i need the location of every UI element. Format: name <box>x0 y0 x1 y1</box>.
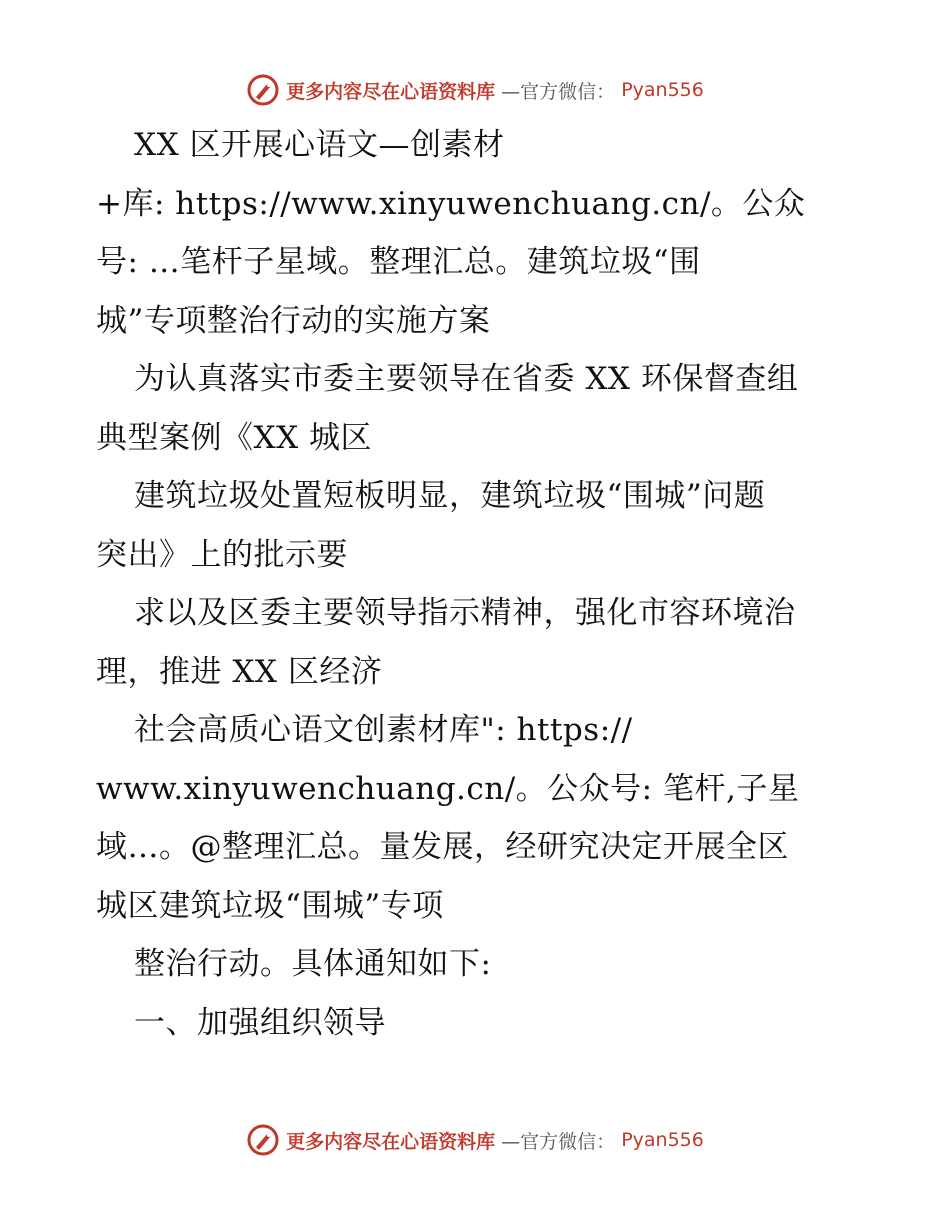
banner-wechat-id: Pyan556 <box>621 79 704 101</box>
doc-line: 建筑垃圾处置短板明显，建筑垃圾“围城”问题 <box>134 478 766 514</box>
doc-line: 城”专项整治行动的实施方案 <box>96 302 491 339</box>
doc-line: 城区建筑垃圾“围城”专项 <box>96 887 444 924</box>
banner-wechat-label: —官方微信： <box>501 1130 616 1153</box>
doc-line: www.xinyuwenchuang.cn/。公众号: 笔杆,子星 <box>96 770 800 807</box>
banner-wechat-label: —官方微信： <box>501 80 616 103</box>
doc-line: 号: …笔杆子星域。整理汇总。建筑垃圾“围 <box>96 244 701 280</box>
doc-line: 为认真落实市委主要领导在省委 XX 环保督查组 <box>134 361 799 397</box>
doc-line: 典型案例《XX 城区 <box>96 419 372 456</box>
doc-line: XX 区开展心语文—创素材 <box>134 127 505 163</box>
banner-wechat-id: Pyan556 <box>621 1129 704 1151</box>
doc-line: 社会高质心语文创素材库": https:// <box>134 712 633 748</box>
doc-line: 一、加强组织领导 <box>134 1004 386 1041</box>
header-watermark-banner <box>0 70 950 110</box>
doc-line: 突出》上的批示要 <box>96 536 348 573</box>
banner-site-text: 更多内容尽在心语资料库 <box>286 1130 496 1153</box>
doc-line: 求以及区委主要领导指示精神，强化市容环境治 <box>134 595 796 631</box>
pen-nib-seal-icon <box>246 73 280 107</box>
doc-line: +库: https://www.xinyuwenchuang.cn/。公众 <box>96 185 806 222</box>
doc-line: 域…。@整理汇总。量发展，经研究决定开展全区 <box>96 829 789 865</box>
banner-site-text: 更多内容尽在心语资料库 <box>286 80 496 103</box>
document-body <box>96 116 866 1052</box>
pen-nib-seal-icon <box>246 1123 280 1157</box>
doc-line: 理，推进 XX 区经济 <box>96 653 383 690</box>
doc-line: 整治行动。具体通知如下: <box>134 946 492 982</box>
footer-watermark-banner <box>0 1120 950 1160</box>
